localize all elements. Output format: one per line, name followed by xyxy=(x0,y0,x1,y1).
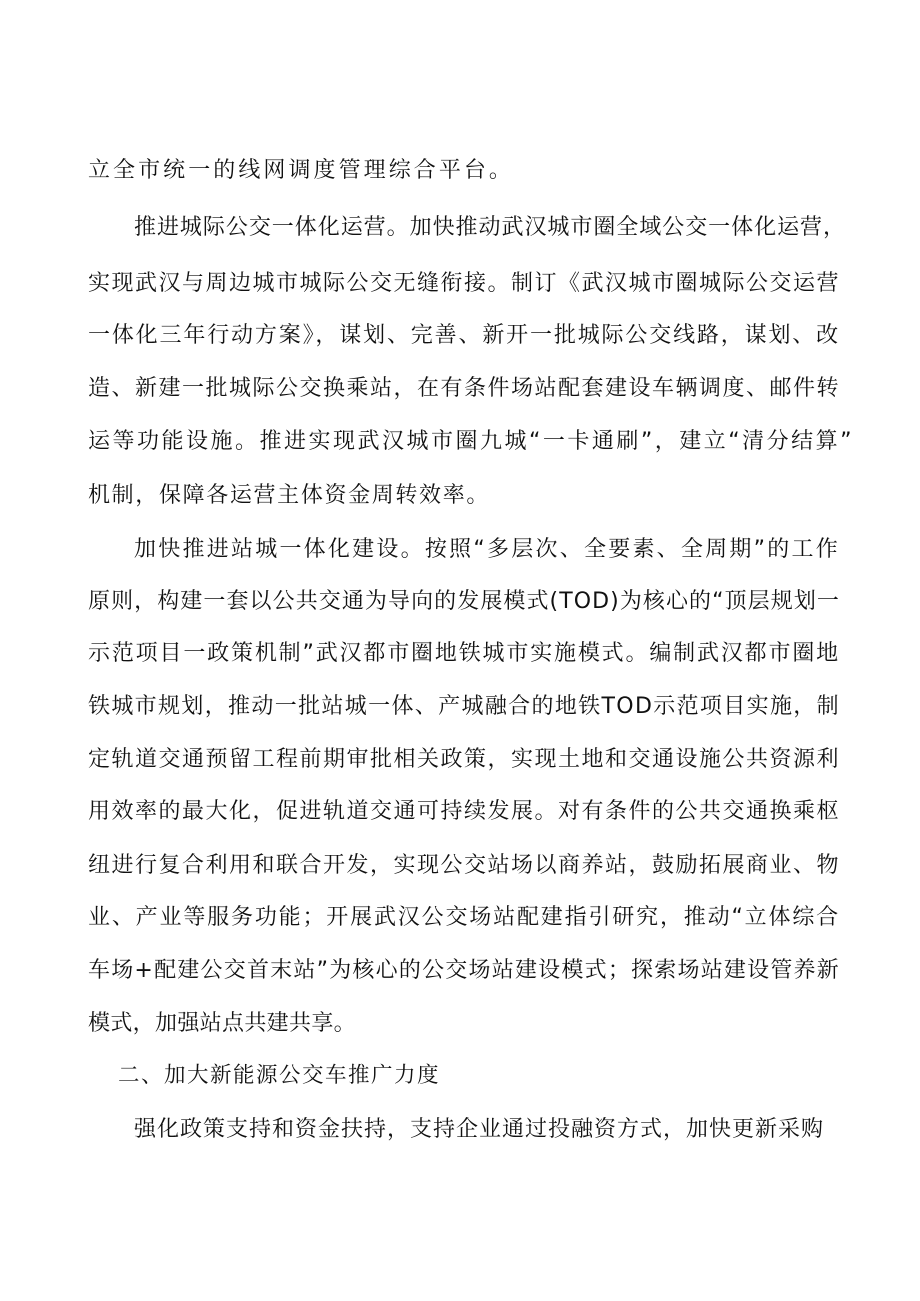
line-text: 业、产业等服务功能；开展武汉公交场站配建指引研究，推动“立体综合 xyxy=(88,905,840,930)
text-line xyxy=(0,364,920,414)
line-text: 机制，保障各运营主体资金周转效率。 xyxy=(88,483,490,508)
line-text: 推进城际公交一体化运营。加快推动武汉城市圈全域公交一体化运营， xyxy=(134,215,846,240)
text-line xyxy=(0,417,920,467)
text-line xyxy=(0,146,920,196)
text-line xyxy=(0,999,920,1049)
text-line xyxy=(0,577,920,627)
text-line xyxy=(0,629,920,679)
text-line xyxy=(0,311,920,361)
text-line xyxy=(0,682,920,732)
line-text: 立全市统一的线网调度管理综合平台。 xyxy=(88,158,514,183)
line-text: 一体化三年行动方案》，谋划、完善、新开一批城际公交线路，谋划、改 xyxy=(88,323,840,348)
text-line xyxy=(0,1105,920,1155)
line-text: 定轨道交通预留工程前期审批相关政策，实现土地和交通设施公共资源利 xyxy=(88,747,841,772)
text-line xyxy=(0,946,920,996)
section-heading-text: 二、加大新能源公交车推广力度 xyxy=(118,1063,440,1088)
text-line xyxy=(0,259,920,309)
line-text: 用效率的最大化，促进轨道交通可持续发展。对有条件的公共交通换乘枢 xyxy=(88,799,841,824)
section-heading xyxy=(0,1051,920,1101)
text-line xyxy=(0,787,920,837)
text-line xyxy=(0,841,920,891)
line-text: 强化政策支持和资金扶持，支持企业通过投融资方式，加快更新采购 xyxy=(134,1117,824,1142)
line-text: 车场+配建公交首末站”为核心的公交场站建设模式；探索场站建设管养新 xyxy=(88,958,840,983)
line-text: 示范项目一政策机制”武汉都市圈地铁城市实施模式。编制武汉都市圈地 xyxy=(88,641,840,666)
line-text: 造、新建一批城际公交换乘站，在有条件场站配套建设车辆调度、邮件转 xyxy=(88,376,841,401)
text-line xyxy=(0,735,920,785)
line-text: 运等功能设施。推进实现武汉城市圈九城“一卡通刷”，建立“清分结算” xyxy=(88,429,854,454)
text-line xyxy=(0,471,920,521)
text-line xyxy=(0,203,920,253)
line-text: 铁城市规划，推动一批站城一体、产城融合的地铁TOD示范项目实施，制 xyxy=(88,694,840,719)
line-text: 原则，构建一套以公共交通为导向的发展模式(TOD)为核心的“顶层规划一 xyxy=(88,589,840,614)
line-text: 实现武汉与周边城市城际公交无缝衔接。制订《武汉城市圈城际公交运营 xyxy=(88,271,841,296)
text-line xyxy=(0,525,920,575)
line-text: 加快推进站城一体化建设。按照“多层次、全要素、全周期”的工作 xyxy=(134,537,840,562)
text-line xyxy=(0,893,920,943)
line-text: 模式，加强站点共建共享。 xyxy=(88,1011,356,1036)
line-text: 纽进行复合利用和联合开发，实现公交站场以商养站，鼓励拓展商业、物 xyxy=(88,853,841,878)
